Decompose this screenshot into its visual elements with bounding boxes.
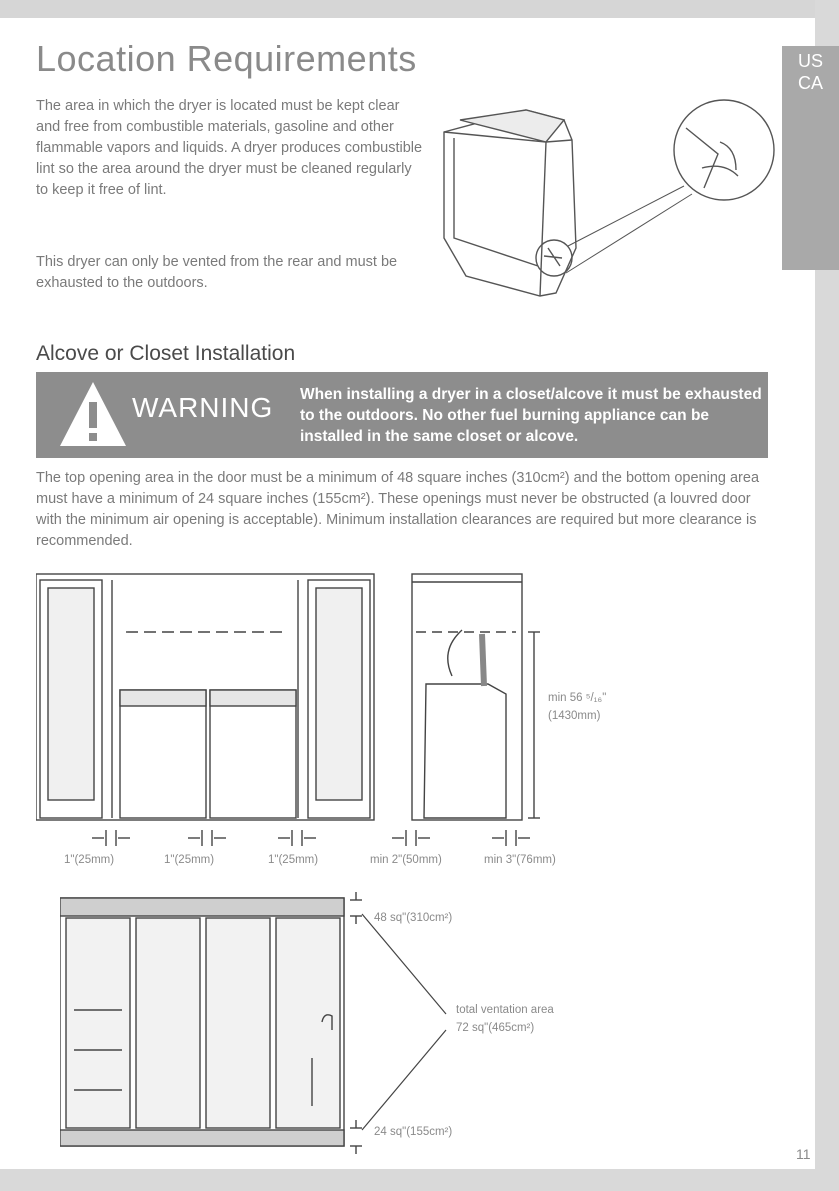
clearance-label-2: 1"(25mm) xyxy=(164,854,215,866)
lang-us: US xyxy=(797,51,823,71)
total-ventilation-label: total ventation area xyxy=(456,1004,554,1016)
warning-box xyxy=(36,372,768,458)
intro-paragraph-1: The area in which the dryer is located must be kept clear and free from combustible materials, gasoline and other flammable vapors and liquids. A dryer produces combustible lint so the area around the dryer must be cleaned regularly to keep it free of lint. xyxy=(36,98,423,198)
opening-requirements-text: The top opening area in the door must be a minimum of 48 square inches (310cm²) and the bottom opening area must have a minimum of 24 square inches (155cm²). These openings must never be obstructed (a louvred door with the minimum air opening is acceptable). Minimum installation clearances are required but more clearance is recommended. xyxy=(36,470,760,549)
language-tab[interactable] xyxy=(782,46,839,270)
warning-badge xyxy=(36,372,288,458)
warning-label: WARNING xyxy=(132,392,274,423)
bottom-opening-label: 24 sq"(155cm²) xyxy=(374,1126,453,1138)
lang-ca: CA xyxy=(797,73,823,93)
clearance-label-3: 1"(25mm) xyxy=(268,854,319,866)
clearance-label-1: 1"(25mm) xyxy=(64,854,115,866)
height-clearance-label: min 56 ⁵/₁₆" xyxy=(548,692,607,704)
page-title: Location Requirements xyxy=(36,38,417,79)
clearance-diagram xyxy=(36,570,556,850)
intro-paragraph-2: This dryer can only be vented from the rear and must be exhausted to the outdoors. xyxy=(36,254,398,291)
page-border-top xyxy=(0,0,839,18)
warning-text: When installing a dryer in a closet/alcove it must be exhausted to the outdoors. No other fuel burning appliance can be installed in the same closet or alcove. xyxy=(300,385,762,445)
page-border-bottom xyxy=(0,1169,839,1191)
clearance-label-side-rear: min 2"(50mm) xyxy=(370,854,442,866)
warning-triangle-icon xyxy=(58,378,128,450)
section-heading: Alcove or Closet Installation xyxy=(36,342,296,365)
page-number: 11 xyxy=(796,1146,811,1162)
dryer-vent-illustration xyxy=(436,98,776,312)
top-opening-label: 48 sq"(310cm²) xyxy=(374,912,453,924)
clearance-label-side-front: min 3"(76mm) xyxy=(484,854,556,866)
height-clearance-metric: (1430mm) xyxy=(548,710,601,722)
total-ventilation-value: 72 sq"(465cm²) xyxy=(456,1022,535,1034)
